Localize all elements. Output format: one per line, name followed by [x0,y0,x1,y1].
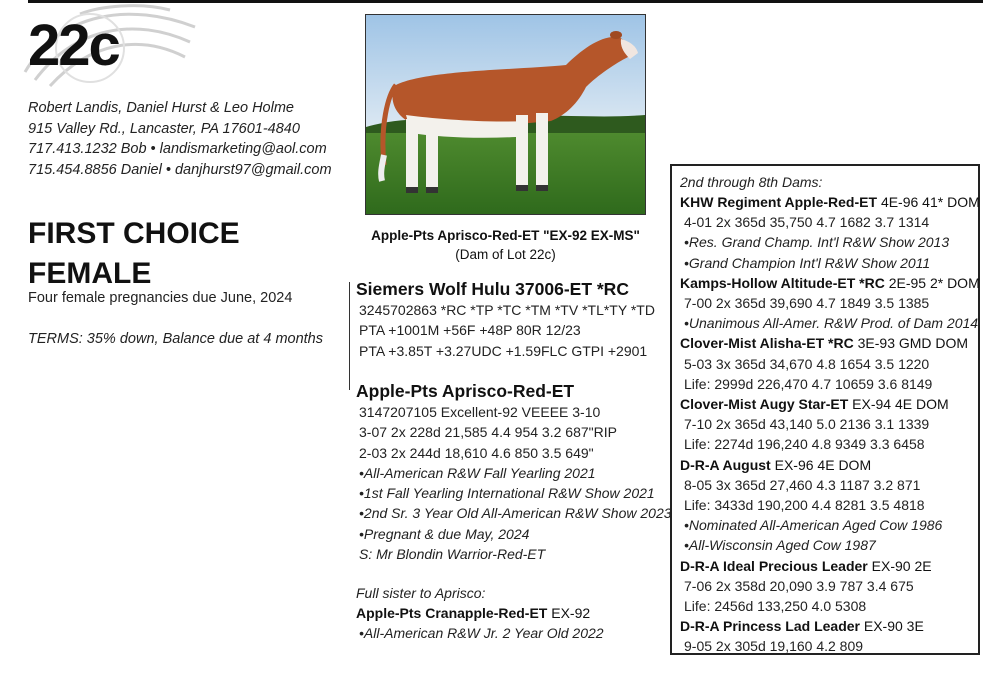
pedigree-record-line: 4-01 2x 365d 35,750 4.7 1682 3.7 1314 [684,214,930,231]
pedigree-cow-name: Clover-Mist Augy Star-ET [680,396,849,413]
sister-name: Apple-Pts Cranapple-Red-ET [356,605,548,621]
pedigree-cow [680,616,978,636]
pedigree-cow-score: EX-96 4E DOM [774,456,872,473]
pedigree-honor: •Grand Champion Int'l R&W Show 2011 [684,254,931,271]
pedigree-cow-name: Clover-Mist Alisha-ET *RC [680,335,854,352]
dam-line: 3147207105 Excellent-92 VEEEE 3-10 [359,404,601,420]
pedigree-cow-name: Kamps-Hollow Altitude-ET *RC [680,274,885,291]
sister-name-line [356,603,666,623]
pedigree-cow-score: EX-90 2E [871,557,932,574]
sire-block [356,278,666,361]
pedigree-cow-name: D-R-A Ideal Precious Leader [680,557,868,574]
pedigree-cow-name: KHW Regiment Apple-Red-ET [680,194,878,210]
pedigree-record-line: 8-05 3x 365d 27,460 4.3 1187 3.2 871 [684,476,921,493]
caption-name: Apple-Pts Aprisco-Red-ET "EX-92 EX-MS" [371,228,640,243]
dam-block [356,380,672,564]
pedigree-bracket [349,282,350,390]
pedigree-cow [680,192,978,212]
pedigree-cow [680,556,978,576]
dam-honor: •Pregnant & due May, 2024 [359,525,530,542]
offering-subtitle: Four female pregnancies due June, 2024 [28,290,293,306]
caption-note: (Dam of Lot 22c) [455,247,556,262]
pedigree-record-line: 7-06 2x 358d 20,090 3.9 787 3.4 675 [684,577,914,594]
sire-line: 3245702863 *RC *TP *TC *TM *TV *TL*TY *TD [359,302,655,318]
pedigree-cow [680,455,978,475]
pedigree-record-line: Life: 3433d 190,200 4.4 8281 3.5 4818 [684,497,925,514]
sire-line: PTA +1001M +56F +48P 80R 12/23 [359,322,581,339]
pedigree-honor: •All-Wisconsin Aged Cow 1987 [684,537,876,554]
pedigree-record-line: Life: 2999d 226,470 4.7 10659 3.6 8149 [684,375,933,392]
dam-honor: •1st Fall Yearling International R&W Show 2021 [359,485,655,502]
pedigree-record-line: 7-10 2x 365d 43,140 5.0 2136 3.1 1339 [684,416,930,433]
owner-names: Robert Landis, Daniel Hurst & Leo Holme [28,100,294,116]
pedigree-cow-name: D-R-A August [680,456,771,473]
headline-line-1: FIRST CHOICE [28,217,240,250]
sister-score: EX-92 [551,605,591,621]
offering-headline [28,214,328,294]
dam-name: Apple-Pts Aprisco-Red-ET [356,381,575,401]
pedigree-cow-score: 3E-93 GMD DOM [857,335,969,352]
pedigree-record-line: Life: 2456d 133,250 4.0 5308 [684,598,867,615]
owner-address: 915 Valley Rd., Lancaster, PA 17601-4840 [28,120,300,137]
pedigree-record-line: Life: 2274d 196,240 4.8 9349 3.3 6458 [684,436,925,453]
sire-name: Siemers Wolf Hulu 37006-ET *RC [356,279,629,299]
pedigree-honor: •Nominated All-American Aged Cow 1986 [684,517,943,534]
cow-photo [365,14,646,215]
sister-block [356,583,666,643]
pedigree-box [670,164,980,655]
dam-honor: •2nd Sr. 3 Year Old All-American R&W Show 2023 [359,505,672,522]
lot-number: 22c [28,13,119,78]
dam-honor: •All-American R&W Fall Yearling 2021 [359,464,596,481]
pedigree-cow-score: 4E-96 41* DOM [880,194,980,210]
dam-line: 3-07 2x 228d 21,585 4.4 954 3.2 687"RIP [359,424,617,441]
pedigree-cow [680,273,978,293]
owner-contact-bob: 717.413.1232 Bob • landismarketing@aol.com [28,141,327,157]
pedigree-cow-name: D-R-A Princess Lad Leader [680,618,860,635]
pedigree-cow-score: 2E-95 2* DOM [888,274,980,291]
pedigree-cow-score: EX-90 3E [863,618,924,635]
sire-line: PTA +3.85T +3.27UDC +1.59FLC GTPI +2901 [359,342,648,359]
dam-sire-line: S: Mr Blondin Warrior-Red-ET [359,546,546,563]
pedigree-honor: •Unanimous All-Amer. R&W Prod. of Dam 2014 [684,315,979,332]
terms-text: TERMS: 35% down, Balance due at 4 months [28,331,323,347]
pedigree-cow-score: EX-94 4E DOM [852,396,949,413]
pedigree-record-line: 5-03 3x 365d 34,670 4.8 1654 3.5 1220 [684,355,930,372]
sister-header: Full sister to Aprisco: [356,585,486,601]
owner-block [28,98,332,180]
pedigree-rows [680,192,978,657]
pedigree-honor: •Res. Grand Champ. Int'l R&W Show 2013 [684,234,950,251]
photo-caption [358,226,653,264]
dam-line: 2-03 2x 244d 18,610 4.6 850 3.5 649" [359,444,594,461]
owner-contact-daniel: 715.454.8856 Daniel • danjhurst97@gmail.com [28,161,332,178]
pedigree-header: 2nd through 8th Dams: [680,174,823,190]
pedigree-cow [680,394,978,414]
pedigree-record-line: 7-00 2x 365d 39,690 4.7 1849 3.5 1385 [684,295,930,312]
pedigree-record-line: 9-05 2x 305d 19,160 4.2 809 [684,638,864,655]
sister-honor: •All-American R&W Jr. 2 Year Old 2022 [359,625,604,641]
pedigree-cow [680,333,978,353]
headline-line-2: FEMALE [28,257,152,290]
